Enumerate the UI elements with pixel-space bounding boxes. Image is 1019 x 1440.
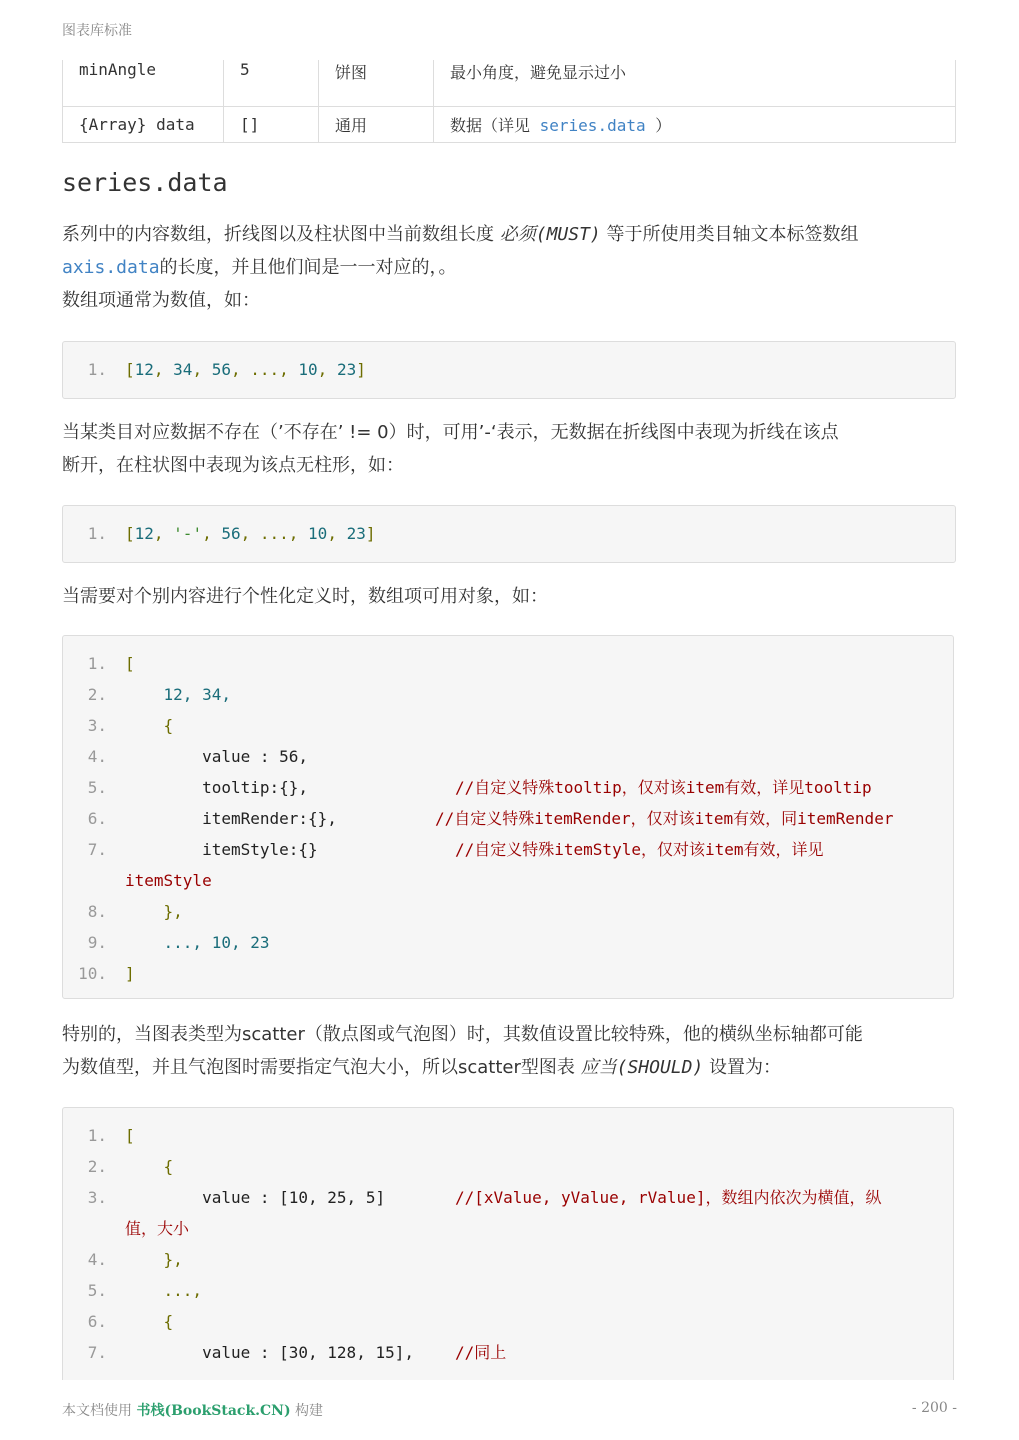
page-content	[62, 60, 956, 1380]
custom-paragraph: 当需要对个别内容进行个性化定义时，数组项可用对象，如：	[62, 586, 548, 607]
series-data-link[interactable]: series.data	[539, 116, 646, 135]
code-block-missing: 1. [12, '-', 56, ..., 10, 23]	[62, 505, 956, 563]
params-table	[62, 60, 956, 143]
running-header: 图表库标准	[62, 23, 132, 39]
code-block-simple: 1. [12, 34, 56, ..., 10, 23]	[62, 341, 956, 399]
table-row	[63, 60, 956, 107]
param-default: 5	[224, 60, 319, 107]
page-footer: 本文档使用 书栈(BookStack.CN) 构建 - 200 -	[62, 1400, 957, 1419]
param-desc: 最小角度，避免显示过小	[434, 60, 956, 107]
param-desc: 数据（详见 series.data ）	[434, 107, 956, 143]
code-line: [12, 34, 56, ..., 10, 23]	[125, 360, 366, 379]
scatter-paragraph: 特别的，当图表类型为scatter（散点图或气泡图）时，其数值设置比较特殊，他的横纵坐标轴都可能 为数值型，并且气泡图时需要指定气泡大小，所以scatter型图表 应当(SHOULD) 设置为：	[62, 1024, 863, 1078]
table-row	[63, 107, 956, 143]
param-type: 饼图	[319, 60, 434, 107]
code-block-objects: 1. [ 2. 12, 34, 3. { 4. value : 56, 5. tooltip:{}, //自定义特殊tooltip，仅对该item有效，详见tooltip 6. itemRender:{}, //自定义特殊itemRender，仅对该item有效，同itemRender 7. itemStyle:{} //自定义特殊itemStyle，仅对该item有效，详见 itemStyle 8. }, 9. ..., 10, 23 10. ]	[62, 635, 954, 999]
param-type: 通用	[319, 107, 434, 143]
intro-paragraph: 系列中的内容数组，折线图以及柱状图中当前数组长度 必须(MUST) 等于所使用类目轴文本标签数组 axis.data的长度，并且他们间是一一对应的，。 数组项通常为数值，如：	[62, 224, 859, 311]
param-name: minAngle	[63, 60, 224, 107]
missing-paragraph: 当某类目对应数据不存在（’不存在’ != 0）时，可用’-‘表示，无数据在折线图中表现为折线在该点 断开，在柱状图中表现为该点无柱形，如：	[62, 422, 839, 476]
param-default: []	[224, 107, 319, 143]
bookstack-link[interactable]: 书栈(BookStack.CN)	[136, 1403, 291, 1419]
code-line: [12, '-', 56, ..., 10, 23]	[125, 524, 376, 543]
param-name: {Array} data	[63, 107, 224, 143]
page-number: - 200 -	[911, 1400, 957, 1416]
section-heading: series.data	[62, 168, 228, 197]
code-block-scatter: 1. [ 2. { 3. value : [10, 25, 5] //[xValue, yValue, rValue]，数组内依次为横值，纵 值，大小 4. }, 5. ..., 6. { 7. value : [30, 128, 15], //同上	[62, 1107, 954, 1380]
axis-data-link[interactable]: axis.data	[62, 257, 160, 278]
